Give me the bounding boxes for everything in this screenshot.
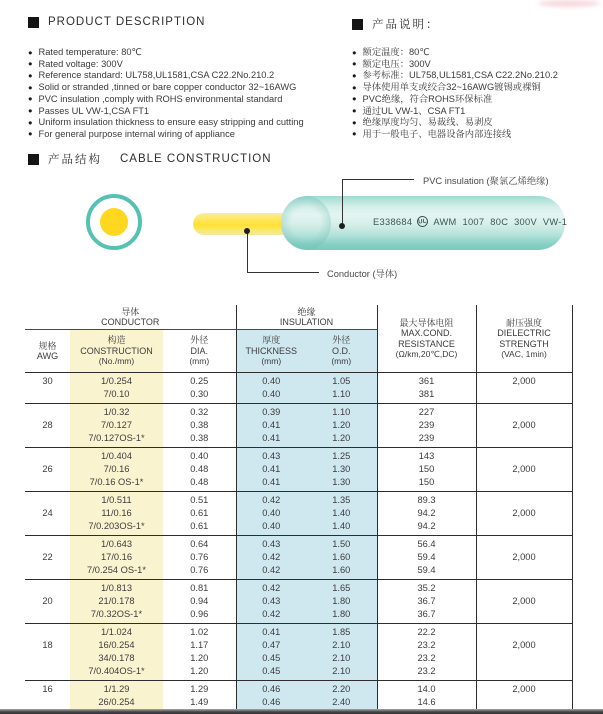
construction-title-en: CABLE CONSTRUCTION [120,153,272,165]
resistance-cell: 239 [377,419,476,432]
dia-cell: 0.32 [163,404,236,420]
dia-cell: 0.30 [190,389,209,399]
resistance-cell: 14.6 [377,696,476,711]
awg-cell [25,564,70,580]
resistance-cell: 56.4 [377,536,476,552]
thickness-cell: 0.40 [236,520,306,536]
dia-column-header: 外径 DIA. (mm) [163,330,236,373]
resistance-cell: 22.2 [377,624,476,640]
dia-cell: 0.38 [190,420,209,430]
thickness-cell: 0.41 [236,432,306,448]
ul-logo-icon: UL [417,215,429,227]
awg-cell [25,608,70,624]
thickness-cell: 0.45 [236,665,306,681]
cert-number: E338684 [373,216,413,227]
spec-row-awg-28 [25,432,572,448]
desc-zh-item: ● 额定电压：300V [352,59,558,71]
desc-zh-item: ● 参考标准：UL758,UL1581,CSA C22.2No.210.2 [352,70,558,82]
dielectric-cell [476,492,572,508]
resistance-cell: 361 [377,373,476,389]
spec-row-awg-18 [25,652,572,665]
awg-cell: 20 [42,596,53,606]
thickness-cell: 0.43 [236,448,306,464]
dia-cell: 0.96 [190,609,209,619]
dielectric-cell [476,624,572,640]
dielectric-cell: 2,000 [476,419,572,432]
spec-row-awg-30 [25,373,572,389]
spec-row-awg-26 [25,463,572,476]
desc-en-item: ● Rated temperature: 80℃ [28,47,304,59]
construction-cell: 7/0.16 OS-1* [70,476,163,492]
thickness-cell: 0.41 [236,463,306,476]
construction-cell: 26/0.254 [70,696,163,711]
dielectric-cell [476,652,572,665]
resistance-cell: 23.2 [377,665,476,681]
thickness-cell: 0.42 [236,492,306,508]
conductor-group-header: 导体 CONDUCTOR [25,305,236,330]
od-cell: 1.10 [306,388,377,404]
awg-cell [25,536,70,552]
resistance-cell: 59.4 [377,564,476,580]
dia-cell: 0.61 [190,521,209,531]
conductor-label: Conductor (导体) [327,269,398,279]
resistance-cell: 36.7 [377,608,476,624]
resistance-cell: 14.0 [377,681,476,697]
construction-cell: 1/0.254 [70,373,163,389]
construction-cell: 1/0.32 [70,404,163,420]
awg-cell [25,404,70,420]
awg-cell [25,624,70,640]
leader-line [342,179,414,180]
dia-cell: 0.25 [163,373,236,389]
construction-cell: 21/0.178 [70,595,163,608]
resistance-cell: 23.2 [377,652,476,665]
dielectric-cell [476,564,572,580]
awg-cell: 22 [42,552,53,562]
dia-cell: 0.48 [190,477,209,487]
dielectric-cell [476,476,572,492]
thickness-cell: 0.42 [236,608,306,624]
resistance-column-header: 最大导体电阻 MAX.COND. RESISTANCE (Ω/km,20℃,DC) [377,305,476,373]
resistance-cell: 94.2 [377,507,476,520]
callout-dot-conductor [244,228,250,234]
resistance-cell: 150 [377,476,476,492]
awg-cell [25,432,70,448]
dia-cell: 1.49 [190,697,209,707]
awg-cell [25,388,70,404]
spec-row-awg-24 [25,507,572,520]
product-description-en-title: PRODUCT DESCRIPTION [48,16,206,28]
spec-row-awg-20 [25,580,572,596]
od-cell: 2.10 [306,639,377,652]
dielectric-cell [476,536,572,552]
dielectric-cell: 2,000 [476,639,572,652]
desc-zh-item: ● 额定温度：80℃ [352,47,558,59]
construction-cell: 7/0.404OS-1* [70,665,163,681]
thickness-cell: 0.42 [236,564,306,580]
awg-cell: 28 [42,420,53,430]
resistance-cell: 36.7 [377,595,476,608]
od-cell: 1.30 [306,463,377,476]
od-cell: 1.35 [306,492,377,508]
awg-cell [25,665,70,681]
desc-zh-item: ● 用于一般电子、电器设备内部连接线 [352,129,558,141]
awg-cell: 16 [25,681,70,697]
spec-row-awg-28 [25,404,572,420]
awg-cell [25,520,70,536]
spec-row-awg-26 [25,448,572,464]
desc-en-item: ● Rated voltage: 300V [28,59,304,71]
dia-cell: 0.94 [190,596,209,606]
od-cell: 1.60 [306,551,377,564]
dielectric-cell [476,448,572,464]
construction-cell: 1/1.29 [70,681,163,697]
od-cell: 1.20 [306,432,377,448]
od-cell: 2.20 [306,681,377,697]
dielectric-column-header: 耐压强度 DIELECTRIC STRENGTH (VAC, 1min) [476,305,572,373]
awg-cell [25,492,70,508]
spec-row-awg-24 [25,492,572,508]
desc-en-item: ● PVC insulation ,comply with ROHS environmental standard [28,94,304,106]
dielectric-cell [476,404,572,420]
spec-row-awg-22 [25,564,572,580]
dia-cell: 0.38 [190,433,209,443]
dia-cell: 0.76 [190,552,209,562]
dia-cell: 1.17 [190,640,209,650]
thickness-cell: 0.43 [236,595,306,608]
thickness-cell: 0.42 [236,580,306,596]
od-cell: 1.20 [306,419,377,432]
awg-cell [25,476,70,492]
logo-fragment [538,0,600,7]
od-cell: 1.40 [306,520,377,536]
desc-en-item: ● Passes UL VW-1,CSA FT1 [28,106,304,118]
construction-cell: 7/0.127 [70,419,163,432]
resistance-cell: 381 [377,388,476,404]
spec-row-awg-22 [25,551,572,564]
thickness-cell: 0.40 [236,373,306,389]
dia-cell: 0.76 [190,565,209,575]
awg-column-header: 规格 AWG [25,330,70,373]
spec-row-awg-18 [25,624,572,640]
spec-row-awg-20 [25,608,572,624]
resistance-cell: 35.2 [377,580,476,596]
resistance-cell: 150 [377,463,476,476]
construction-cell: 1/0.511 [70,492,163,508]
dia-cell: 1.29 [163,681,236,697]
product-description-en-heading [28,16,205,28]
dielectric-cell [476,580,572,596]
resistance-cell: 59.4 [377,551,476,564]
awg-cell [25,448,70,464]
desc-en-item: ● Uniform insulation thickness to ensure easy stripping and cutting [28,117,304,129]
od-cell: 1.40 [306,507,377,520]
thickness-cell: 0.47 [236,639,306,652]
dielectric-cell [476,665,572,681]
section-marker-icon [28,17,39,28]
page-cut-edge [0,709,603,714]
spec-table [25,305,573,711]
thickness-cell: 0.41 [236,624,306,640]
dielectric-cell [476,388,572,404]
dielectric-cell: 2,000 [476,595,572,608]
insulation-group-header: 绝缘 INSULATION [236,305,377,330]
desc-en-item: ● For general purpose internal wiring of appliance [28,129,304,141]
dielectric-cell: 2,000 [476,681,572,697]
leader-line [247,272,319,273]
resistance-cell: 89.3 [377,492,476,508]
product-description-en-list [28,47,304,141]
dia-cell: 1.20 [190,653,209,663]
thickness-cell: 0.43 [236,536,306,552]
awg-cell: 24 [42,508,53,518]
od-cell: 2.10 [306,665,377,681]
section-marker-icon [28,154,39,165]
desc-zh-item: ● 绝缘厚度均匀、易裁线、易剥皮 [352,117,558,129]
cable-print-legend [373,216,567,227]
dielectric-cell: 2,000 [476,463,572,476]
pvc-insulation-label: PVC insulation (聚氯乙烯绝缘) [423,176,549,186]
desc-en-item: ● Reference standard: UL758,UL1581,CSA C22.2No.210.2 [28,70,304,82]
dia-cell: 0.51 [163,492,236,508]
awg-cell [25,652,70,665]
dia-cell: 0.48 [190,464,209,474]
od-cell: 1.80 [306,608,377,624]
od-cell: 1.60 [306,564,377,580]
dielectric-cell: 2,000 [476,373,572,389]
cable-cross-section-conductor [100,208,128,236]
od-cell: 1.10 [306,404,377,420]
resistance-cell: 94.2 [377,520,476,536]
spec-row-awg-20 [25,595,572,608]
thickness-cell: 0.46 [236,696,306,711]
section-marker-icon [352,19,363,30]
construction-cell: 1/0.813 [70,580,163,596]
desc-zh-item: ● 通过UL VW-1、CSA FT1 [352,106,558,118]
spec-row-awg-22 [25,536,572,552]
od-cell: 1.30 [306,476,377,492]
construction-column-header: 构造 CONSTRUCTION (No./mm) [70,330,163,373]
construction-cell: 7/0.203OS-1* [70,520,163,536]
awg-cell: 18 [42,640,53,650]
dia-cell: 0.81 [163,580,236,596]
construction-cell: 11/0.16 [70,507,163,520]
od-cell: 2.10 [306,652,377,665]
thickness-cell: 0.40 [236,388,306,404]
callout-dot-insulation [339,223,345,229]
od-cell: 1.85 [306,624,377,640]
thickness-cell: 0.45 [236,652,306,665]
resistance-cell: 239 [377,432,476,448]
construction-cell: 7/0.32OS-1* [70,608,163,624]
dia-cell: 0.64 [163,536,236,552]
spec-row-awg-30 [25,388,572,404]
resistance-cell: 227 [377,404,476,420]
construction-cell: 1/1.024 [70,624,163,640]
thickness-cell: 0.41 [236,476,306,492]
product-description-zh-heading [352,16,440,32]
dielectric-cell [476,520,572,536]
dia-cell: 0.61 [190,508,209,518]
spec-row-awg-28 [25,419,572,432]
thickness-cell: 0.46 [236,681,306,697]
construction-cell: 7/0.254 OS-1* [70,564,163,580]
od-cell: 2.40 [306,696,377,711]
cable-construction-heading [28,151,272,167]
thickness-cell: 0.40 [236,507,306,520]
thickness-cell: 0.41 [236,419,306,432]
construction-cell: 1/0.643 [70,536,163,552]
resistance-cell: 143 [377,448,476,464]
desc-zh-item: ● 导体使用单支或绞合32~16AWG镀锡或裸铜 [352,82,558,94]
spec-row-awg-18 [25,665,572,681]
leader-line [342,179,343,226]
dielectric-cell: 2,000 [476,507,572,520]
construction-title-zh: 产品结构 [48,154,102,166]
od-cell: 1.05 [306,373,377,389]
product-description-zh-list [352,47,558,141]
construction-cell: 1/0.404 [70,448,163,464]
construction-cell: 16/0.254 [70,639,163,652]
dia-cell: 1.20 [190,666,209,676]
thickness-cell: 0.42 [236,551,306,564]
cable-spec-text: AWM 1007 80C 300V VW-1 [433,216,568,227]
awg-cell: 26 [42,464,53,474]
awg-cell [25,580,70,596]
od-column-header: 外径 O.D. (mm) [306,330,377,373]
construction-cell: 7/0.127OS-1* [70,432,163,448]
construction-cell: 17/0.16 [70,551,163,564]
awg-cell: 30 [25,373,70,389]
table-group-header-row [25,305,572,330]
spec-row-awg-18 [25,639,572,652]
desc-en-item: ● Solid or stranded ,tinned or bare copper conductor 32~16AWG [28,82,304,94]
dia-cell: 0.40 [163,448,236,464]
dielectric-cell [476,432,572,448]
od-cell: 1.65 [306,580,377,596]
resistance-cell: 23.2 [377,639,476,652]
od-cell: 1.25 [306,448,377,464]
insulation-jacket [281,196,568,250]
construction-cell: 7/0.10 [70,388,163,404]
dielectric-cell: 2,000 [476,551,572,564]
construction-cell: 7/0.16 [70,463,163,476]
dielectric-cell [476,608,572,624]
thickness-cell: 0.39 [236,404,306,420]
desc-zh-item: ● PVC绝缘，符合ROHS环保标准 [352,94,558,106]
thickness-column-header: 厚度 THICKNESS (mm) [236,330,306,373]
spec-row-awg-24 [25,520,572,536]
spec-row-awg-26 [25,476,572,492]
construction-cell: 34/0.178 [70,652,163,665]
od-cell: 1.50 [306,536,377,552]
leader-line [247,231,248,272]
spec-row-awg-16 [25,681,572,697]
dia-cell: 1.02 [163,624,236,640]
od-cell: 1.80 [306,595,377,608]
product-description-zh-title: 产品说明： [372,19,440,31]
